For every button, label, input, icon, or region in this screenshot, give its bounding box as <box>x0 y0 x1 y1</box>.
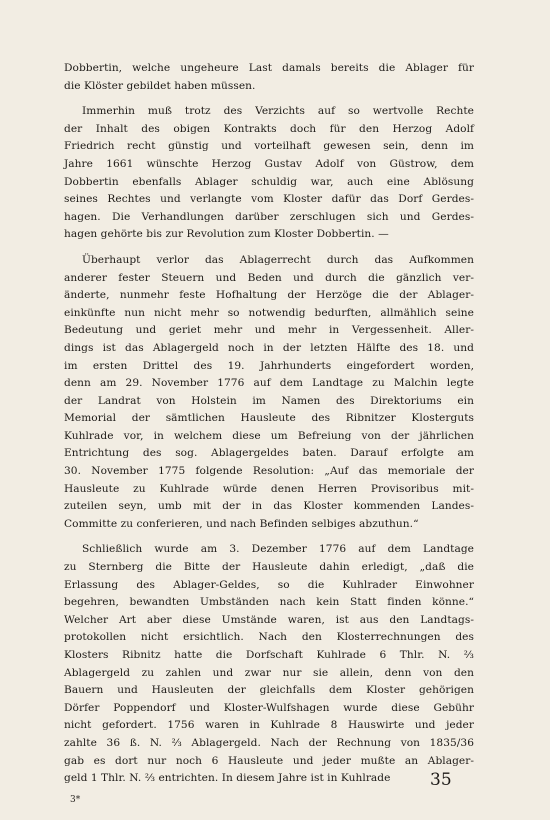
text-line: Dobbertin, welche ungeheure Last damals bereits die Ablager für <box>64 62 474 74</box>
text-line: Schließlich wurde am 3. Dezember 1776 auf dem Landtage <box>82 543 474 556</box>
paragraph <box>64 252 474 534</box>
text-line: Ablagergeld zu zahlen und zwar nur sie allein, denn von den <box>64 666 474 679</box>
text-line: seines Rechtes und verlangte vom Kloster dafür das Dorf Gerdes- <box>64 193 474 206</box>
text-line: 30. November 1775 folgende Resolution: „Auf das memoriale der <box>64 465 474 478</box>
text-line: Welcher Art aber diese Umstände waren, ist aus den Landtags- <box>64 613 474 626</box>
signature-mark: 3* <box>70 795 81 805</box>
text-line: begehren, bewandten Umbständen nach kein Statt finden könne.“ <box>64 596 474 609</box>
page-number: 35 <box>430 770 452 790</box>
text-line: Bedeutung und geriet mehr und mehr in Vergessenheit. Aller- <box>64 324 474 337</box>
body-text <box>64 60 474 788</box>
text-line: protokollen nicht ersichtlich. Nach den Klosterrechnungen des <box>64 631 474 644</box>
text-line: Entrichtung des sog. Ablagergeldes baten. Darauf erfolgte am <box>64 447 474 460</box>
paragraph <box>64 60 474 95</box>
text-line: Kuhlrade vor, in welchem diese um Befreiung von der jährlichen <box>64 429 474 442</box>
text-line: Memorial der sämtlichen Hausleute des Ribnitzer Klosterguts <box>64 412 474 425</box>
text-line: Jahre 1661 wünschte Herzog Gustav Adolf von Güstrow, dem <box>64 157 474 170</box>
text-line: zuteilen seyn, umb mit der in das Kloster kommenden Landes- <box>64 500 474 513</box>
text-line: Dörfer Poppendorf und Kloster-Wulfshagen wurde diese Gebühr <box>64 701 474 714</box>
text-line: zu Sternberg die Bitte der Hausleute dahin erledigt, „daß die <box>64 561 474 574</box>
text-line: Erlassung des Ablager-Geldes, so die Kuhlrader Einwohner <box>64 578 474 591</box>
text-line: Überhaupt verlor das Ablagerrecht durch das Aufkommen <box>82 253 474 266</box>
text-line: der Inhalt des obigen Kontrakts doch für den Herzog Adolf <box>64 122 474 135</box>
text-line: Dobbertin ebenfalls Ablager schuldig war, auch eine Ablösung <box>64 175 474 188</box>
paragraph <box>64 541 474 787</box>
text-line: geld 1 Thlr. N. ⅔ entrichten. In diesem Jahre ist in Kuhlrade <box>64 772 391 785</box>
text-line: anderer fester Steuern und Beden und durch die gänzlich ver- <box>64 271 474 284</box>
text-line: Friedrich recht günstig und vorteilhaft gewesen sein, denn im <box>64 140 474 153</box>
text-line: Immerhin muß trotz des Verzichts auf so wertvolle Rechte <box>82 105 474 118</box>
text-line: einkünfte nun nicht mehr so notwendig bedurften, allmählich seine <box>64 306 474 319</box>
text-line: nicht gefordert. 1756 waren in Kuhlrade 8 Hauswirte und jeder <box>64 719 474 732</box>
text-line: änderte, nunmehr feste Hofhaltung der Herzöge die der Ablager- <box>64 289 474 302</box>
text-line: zahlte 36 ß. N. ⅔ Ablagergeld. Nach der Rechnung von 1835/36 <box>64 736 474 749</box>
text-line: dings ist das Ablagergeld noch in der letzten Hälfte des 18. und <box>64 341 474 354</box>
paragraph-gap <box>64 533 474 541</box>
text-line: Hausleute zu Kuhlrade würde denen Herren Provisoribus mit- <box>64 482 474 495</box>
text-line: die Klöster gebildet haben müssen. <box>64 79 256 92</box>
text-line: hagen gehörte bis zur Revolution zum Kloster Dobbertin. — <box>64 228 389 241</box>
text-line: hagen. Die Verhandlungen darüber zerschlugen sich und Gerdes- <box>64 210 474 223</box>
paragraph-gap <box>64 244 474 252</box>
text-line: gab es dort nur noch 6 Hausleute und jeder mußte an Ablager- <box>64 754 474 767</box>
paragraph <box>64 103 474 244</box>
paragraph-gap <box>64 95 474 103</box>
text-line: im ersten Drittel des 19. Jahrhunderts eingefordert worden, <box>64 359 474 372</box>
text-line: Klosters Ribnitz hatte die Dorfschaft Kuhlrade 6 Thlr. N. ⅔ <box>64 649 474 661</box>
text-line: Committe zu conferieren, und nach Befinden selbiges abzuthun.“ <box>64 517 419 530</box>
text-line: Bauern und Hausleuten der gleichfalls dem Kloster gehörigen <box>64 684 474 697</box>
text-line: denn am 29. November 1776 auf dem Landtage zu Malchin legte <box>64 377 474 390</box>
text-line: der Landrat von Holstein im Namen des Direktoriums ein <box>64 394 474 407</box>
